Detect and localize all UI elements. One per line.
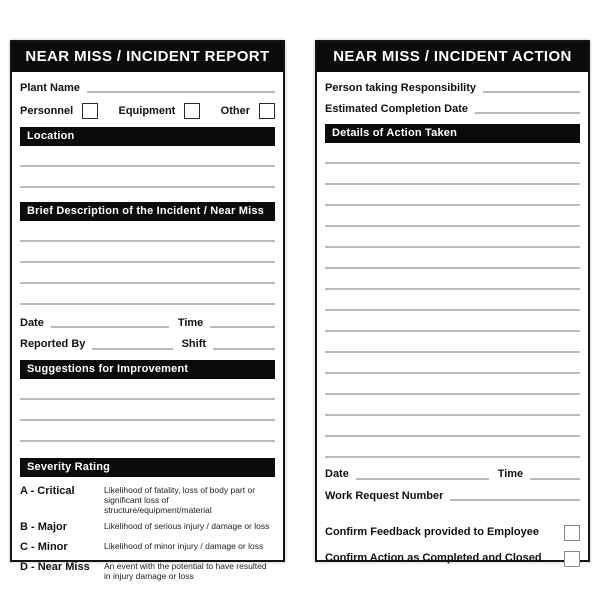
write-line[interactable] [20,284,275,305]
suggestions-section-header: Suggestions for Improvement [20,360,275,379]
completion-date-field[interactable] [475,112,580,114]
action-date-time-row [325,468,580,481]
write-line[interactable] [325,290,580,311]
incident-action-form [315,40,590,565]
action-form-body [317,82,588,567]
write-line[interactable] [20,379,275,400]
report-form-title: NEAR MISS / INCIDENT REPORT [12,42,283,72]
person-responsibility-label: Person taking Responsibility [325,82,476,94]
personnel-option [20,103,98,119]
other-label: Other [220,104,250,117]
plant-name-row [20,82,275,95]
confirm-feedback-row [325,525,580,541]
write-line[interactable] [325,269,580,290]
severity-row-minor [20,541,275,553]
severity-code: D - Near Miss [20,561,90,574]
write-line[interactable] [325,416,580,437]
severity-code: C - Minor [20,541,68,554]
severity-row-critical [20,485,275,516]
severity-description: Likelihood of fatality, loss of body part or significant loss of structure/equipment/material [104,484,256,515]
reported-by-field[interactable] [92,348,172,350]
confirm-action-label: Confirm Action as Completed and Closed [325,552,542,565]
plant-name-label: Plant Name [20,82,80,94]
write-line[interactable] [325,206,580,227]
work-request-label: Work Request Number [325,489,444,502]
equipment-label: Equipment [118,104,176,117]
work-request-row [325,490,580,503]
confirm-action-row [325,551,580,567]
person-responsibility-field[interactable] [483,91,580,93]
category-checkbox-row [20,103,275,119]
severity-row-near-miss [20,561,275,581]
write-line[interactable] [20,167,275,188]
severity-section-header: Severity Rating [20,458,275,477]
other-checkbox[interactable] [259,103,275,119]
action-time-label: Time [497,468,524,481]
date-label: Date [20,317,44,330]
severity-code: B - Major [20,521,68,534]
severity-description: An event with the potential to have resulted in injury damage or loss [104,561,267,582]
severity-code: A - Critical [20,484,75,497]
reported-by-label: Reported By [20,338,86,351]
severity-row-major [20,521,275,533]
equipment-checkbox[interactable] [184,103,200,119]
suggestions-write-lines[interactable] [20,379,275,442]
equipment-option [119,103,201,119]
write-line[interactable] [20,400,275,421]
action-time-field[interactable] [530,478,580,480]
write-line[interactable] [20,221,275,242]
write-line[interactable] [325,437,580,458]
write-line[interactable] [325,227,580,248]
write-line[interactable] [325,395,580,416]
shift-label: Shift [181,338,207,351]
personnel-checkbox[interactable] [82,103,98,119]
personnel-label: Personnel [20,104,74,117]
details-section-header: Details of Action Taken [325,124,580,143]
severity-description: Likelihood of minor injury / damage or loss [104,541,264,552]
time-label: Time [177,317,204,330]
write-line[interactable] [325,164,580,185]
completion-date-row [325,103,580,116]
write-line[interactable] [325,185,580,206]
time-field[interactable] [210,326,275,328]
plant-name-field[interactable] [87,91,275,93]
work-request-field[interactable] [450,499,580,501]
write-line[interactable] [325,248,580,269]
action-form-title: NEAR MISS / INCIDENT ACTION [317,42,588,72]
date-time-row [20,317,275,330]
details-write-lines[interactable] [325,143,580,458]
confirm-feedback-label: Confirm Feedback provided to Employee [325,526,539,539]
confirm-feedback-checkbox[interactable] [564,525,580,541]
write-line[interactable] [20,421,275,442]
other-option [221,103,275,119]
write-line[interactable] [20,263,275,284]
write-line[interactable] [20,242,275,263]
incident-report-form [10,40,285,582]
write-line[interactable] [325,353,580,374]
confirm-action-checkbox[interactable] [564,551,580,567]
severity-description: Likelihood of serious injury / damage or loss [104,521,270,532]
write-line[interactable] [325,143,580,164]
location-write-lines[interactable] [20,146,275,188]
completion-date-label: Estimated Completion Date [325,103,469,116]
action-date-label: Date [325,468,349,481]
report-form-body [12,82,283,582]
write-line[interactable] [325,311,580,332]
write-line[interactable] [325,374,580,395]
reported-by-shift-row [20,338,275,351]
write-line[interactable] [325,332,580,353]
description-section-header: Brief Description of the Incident / Near Miss [20,202,275,221]
location-section-header: Location [20,127,275,146]
description-write-lines[interactable] [20,221,275,305]
write-line[interactable] [20,146,275,167]
shift-field[interactable] [213,348,275,350]
person-responsibility-row [325,82,580,95]
action-date-field[interactable] [356,478,489,480]
date-field[interactable] [51,326,169,328]
